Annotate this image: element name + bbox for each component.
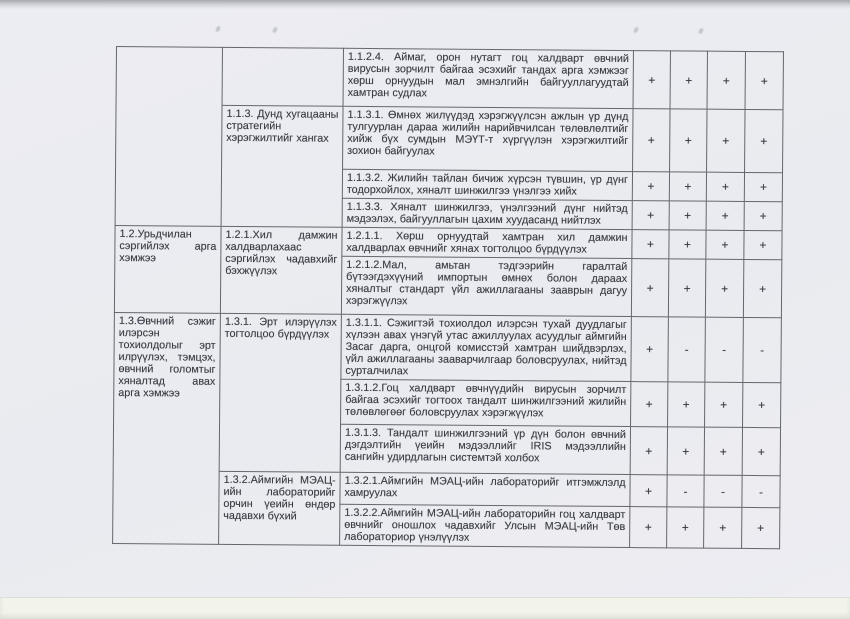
mark-cell: + [705, 259, 743, 317]
mark-cell: + [705, 382, 743, 427]
mark-cell: + [706, 201, 744, 230]
mark-cell: - [743, 317, 782, 382]
mark-cell: - [705, 317, 744, 382]
activity-cell: 1.3.2.1.Аймгийн МЭАЦ-ийн лабораторийг итгэмжлэлд хамруулах [340, 472, 630, 506]
mark-cell: + [632, 201, 669, 230]
mark-cell: + [668, 382, 705, 427]
scan-speck [698, 28, 704, 35]
mark-cell: + [744, 230, 782, 259]
mark-cell: + [632, 172, 669, 201]
mark-cell: + [743, 382, 781, 427]
plan-table-wrapper [112, 46, 784, 549]
mark-cell: + [743, 259, 781, 317]
mark-cell: + [668, 259, 705, 317]
plan-table [112, 46, 784, 549]
activity-cell: 1.3.2.2.Аймгийн МЭАЦ-ийн лабораторийн гоц халдварт өвчнийг оношлох чадавхийг Улсын МЭАЦ-ийн Төв лабораториор үнэлүүлэх [340, 504, 630, 547]
mark-cell: - [742, 475, 780, 507]
mark-cell: + [631, 259, 668, 317]
activity-cell: 1.1.3.2. Жилийн тайлан бичиж хүрсэн түвшин, үр дүнг тодорхойлох, хяналт шинжилгээ үнэлгээ хийх [342, 169, 632, 200]
strategy-cell: 1.3.1. Эрт илэрүүлэх тогтолцоо бүрдүүлэх [219, 313, 341, 472]
mark-cell: + [632, 230, 669, 259]
mark-cell: + [706, 172, 744, 201]
mark-cell: + [744, 172, 782, 201]
mark-cell: + [633, 109, 670, 172]
mark-cell: + [706, 230, 744, 259]
activity-cell: 1.3.1.2.Гоц халдварт өвчнүүдийн вирусын зорчилт байгаа эсэхийг тогтоох тандалт шинжилгээний жилийн төлөвлөгөөг боловсруулах хэрэгжүүлэх [341, 379, 631, 426]
mark-cell: + [704, 427, 742, 475]
mark-cell: - [704, 475, 742, 507]
mark-cell: + [742, 427, 780, 475]
mark-cell: + [669, 230, 706, 259]
scan-speck [272, 27, 278, 34]
mark-cell: + [667, 507, 704, 548]
mark-cell: + [704, 507, 742, 548]
objective-cell: 1.3.Өвчний сэжиг илэрсэн тохиолдолыг эрт илрүүлэх, тэмцэх, өвчний голомтыг хяналтад авах арга хэмжээ [113, 312, 221, 544]
activity-cell: 1.1.3.1. Өмнөх жилүүдэд хэрэгжүүлсэн ажлын үр дүнд тулгуурлан дараа жилийн нарийвчилсан төлөвлөлтийг хийж бүх сумдын МЭҮТ-т хүргүүлэн хэрэгжилтийг зохион байгуулах [343, 106, 633, 171]
scanner-edge-top [0, 0, 850, 9]
strategy-cell: 1.1.3. Дунд хугацааны стратегийн хэрэгжилтийг хангах [221, 105, 343, 227]
strategy-cell: 1.3.2.Аймгийн МЭАЦ-ийн лабораторийг орчин үеийн өндөр чадавхи бүхий [219, 471, 341, 545]
mark-cell: - [667, 475, 704, 507]
mark-cell: + [630, 475, 667, 507]
mark-cell: + [633, 51, 670, 109]
mark-cell: + [631, 382, 668, 427]
mark-cell: + [744, 201, 782, 230]
activity-cell: 1.3.1.1. Сэжигтэй тохиолдол илэрсэн тухай дуудлагыг хүлээн авах үнэгүй утас ажиллуулах асуудлыг аймгийн Засаг дарга, онцгой комисстэй хамтран шийдвэрлэх, үйл ажиллагааны зааварчилгаар боловсруулах, нийтэд сурталчилах [341, 314, 632, 381]
mark-cell: - [668, 317, 706, 382]
mark-cell: + [630, 507, 667, 548]
scan-speck [215, 26, 221, 33]
mark-cell: + [742, 507, 780, 548]
mark-cell: + [669, 201, 706, 230]
scanner-edge-bottom [0, 597, 850, 619]
mark-cell: + [745, 109, 783, 172]
objective-cell: 1.2.Урьдчилан сэргийлэх арга хэмжээ [114, 225, 221, 313]
activity-cell: 1.2.1.1. Хөрш орнуудтай хамтран хил дамжин халдварлах өвчнийг хянах тогтолцоо бүрдүүлэх [342, 227, 632, 258]
activity-cell: 1.1.2.4. Аймаг, орон нутагт гоц халдварт өвчний вирусын зорчилт байгаа эсэхийг тандах арга хэмжээг хөрш орнуудын мал эмнэлгийн байгууллагуудтай хамтран судлах [343, 48, 633, 108]
activity-cell: 1.2.1.2.Мал, амьтан тэдгээрийн гаралтай бүтээгдэхүүний импортын өмнөх болон дараах хяналтыг стандарт үйл ажиллагааны зааврын дагуу хэрэгжүүлэх [341, 256, 631, 316]
scan-speck [633, 27, 639, 34]
activity-cell: 1.3.1.3. Тандалт шинжилгээний үр дүн болон өвчний дэгдэлтийн үеийн мэдээллийг IRIS мэдээллийн сангийн удирдлагын системтэй холбох [340, 424, 630, 474]
mark-cell: + [631, 317, 669, 382]
objective-cell-empty [115, 47, 222, 227]
strategy-cell-empty [222, 47, 343, 106]
activity-cell: 1.1.3.3. Хяналт шинжилгээ, үнэлгээний дүнг нийтэд мэдээлэх, байгууллагын цахим хуудасанд нийтлэх [342, 198, 632, 229]
mark-cell: + [745, 51, 783, 109]
mark-cell: + [630, 427, 667, 475]
mark-cell: + [667, 427, 704, 475]
mark-cell: + [707, 109, 745, 172]
mark-cell: + [670, 109, 707, 172]
mark-cell: + [670, 51, 707, 109]
mark-cell: + [707, 51, 745, 109]
mark-cell: + [669, 172, 706, 201]
strategy-cell: 1.2.1.Хил дамжин халдварлахаас сэргийлэх чадавхийг бэхжүүлэх [220, 226, 342, 314]
